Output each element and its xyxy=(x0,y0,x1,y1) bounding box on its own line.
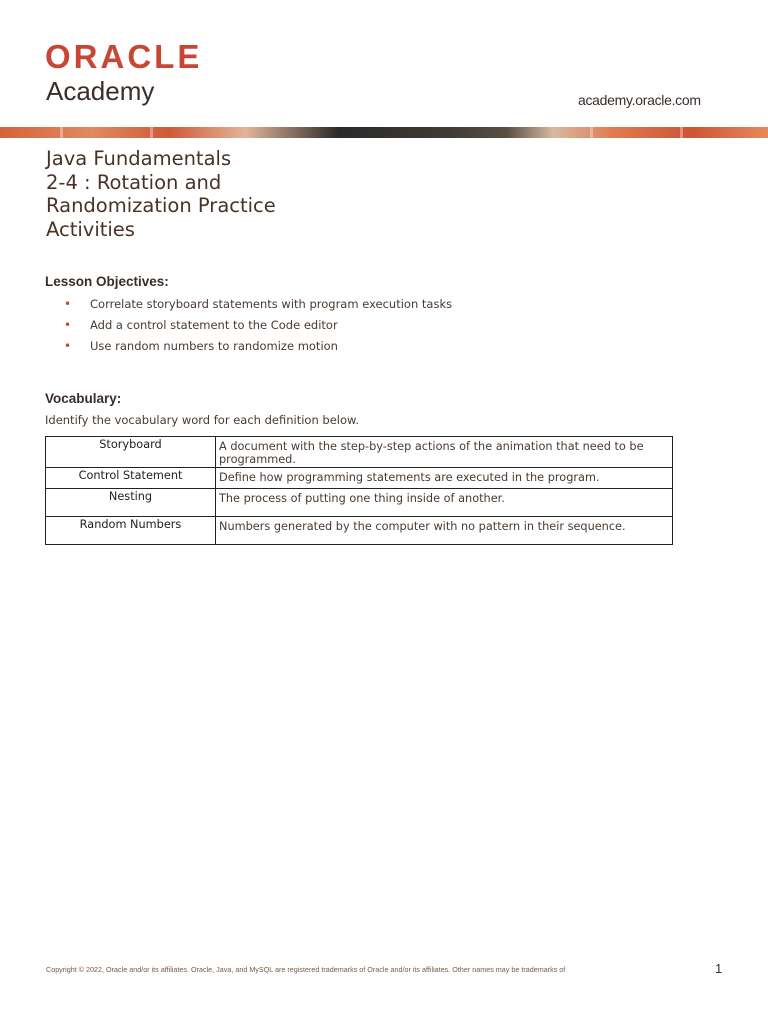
vocab-term: Storyboard xyxy=(46,437,216,468)
page-number: 1 xyxy=(715,961,723,976)
banner-pattern-mark xyxy=(150,127,153,138)
vocabulary-heading: Vocabulary: xyxy=(45,391,122,406)
banner-pattern-mark xyxy=(590,127,593,138)
document-title xyxy=(46,147,346,241)
title-line: Java Fundamentals xyxy=(46,147,232,170)
bullet-icon: • xyxy=(64,297,72,311)
objectives-heading: Lesson Objectives: xyxy=(45,274,169,289)
bullet-icon: • xyxy=(64,339,72,353)
vocabulary-intro: Identify the vocabulary word for each definition below. xyxy=(45,413,360,427)
table-row xyxy=(46,517,673,545)
vocab-definition: Numbers generated by the computer with no pattern in their sequence. xyxy=(216,517,673,545)
academy-label: Academy xyxy=(46,76,155,106)
table-row xyxy=(46,489,673,517)
title-line: Randomization Practice xyxy=(46,194,276,218)
table-row xyxy=(46,437,673,468)
objective-text: Use random numbers to randomize motion xyxy=(90,339,338,353)
list-item xyxy=(64,316,452,337)
title-line: Activities xyxy=(46,217,135,241)
vocab-definition: A document with the step-by-step actions of the animation that need to be programmed. xyxy=(216,437,673,468)
vocabulary-table xyxy=(45,436,673,545)
list-item xyxy=(64,295,452,316)
vocab-definition: The process of putting one thing inside of another. xyxy=(216,489,673,517)
bullet-icon: • xyxy=(64,318,72,332)
title-line: 2-4 : Rotation and xyxy=(46,170,222,194)
vocab-term: Control Statement xyxy=(46,468,216,489)
objective-text: Correlate storyboard statements with program execution tasks xyxy=(90,297,453,311)
footer-copyright: Copyright © 2022, Oracle and/or its affiliates. Oracle, Java, and MySQL are registered trademarks of Oracle and/or its affiliates. Other names may be trademarks of xyxy=(46,965,566,974)
banner-pattern-mark xyxy=(680,127,683,138)
decorative-banner xyxy=(0,127,768,138)
objectives-list xyxy=(64,295,452,358)
vocab-term: Random Numbers xyxy=(46,517,216,545)
oracle-logo: ORACLE xyxy=(45,38,203,75)
vocab-definition: Define how programming statements are executed in the program. xyxy=(216,468,673,489)
header-url[interactable]: academy.oracle.com xyxy=(578,92,701,108)
table-row xyxy=(46,468,673,489)
banner-pattern-mark xyxy=(60,127,63,138)
list-item xyxy=(64,337,452,358)
objective-text: Add a control statement to the Code editor xyxy=(90,318,338,332)
vocab-term: Nesting xyxy=(46,489,216,517)
